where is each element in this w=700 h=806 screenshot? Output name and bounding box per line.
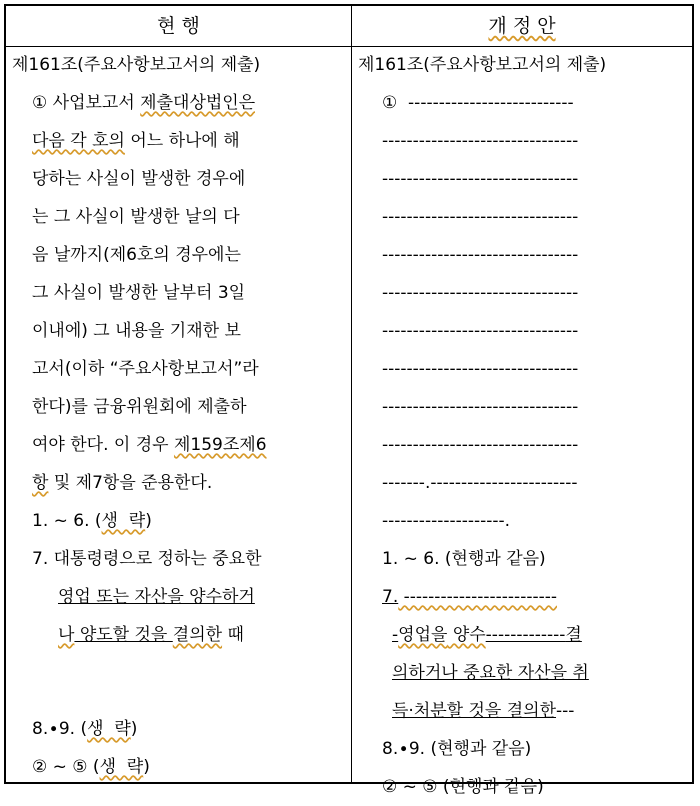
underlined-line: 영업 또는 자산을 양수하거	[58, 587, 255, 607]
underlined-line: 득·처분할 것을 결의한---	[392, 701, 575, 721]
article-title: 제161조(주요사항보고서의 제출)	[358, 55, 607, 75]
dash-line: -------.------------------------	[382, 473, 578, 493]
item-7: 7. -------------------------	[382, 587, 557, 607]
item-7: 7. 대통령령으로 정하는 중요한	[32, 549, 262, 569]
text-line: ① 사업보고서 제출대상법인은	[32, 93, 256, 113]
item-1-6: 1. ~ 6. (생 략)	[32, 511, 152, 531]
dash-line: --------------------------------	[382, 321, 579, 341]
text-line: 음 날까지(제6호의 경우에는	[32, 245, 241, 265]
item-8-9: 8.∙9. (현행과 같음)	[382, 739, 532, 759]
paragraph-2-5: ② ~ ⑤ (생 략)	[32, 757, 150, 777]
text-line: 이내에) 그 내용을 기재한 보	[32, 321, 241, 341]
item-1-6: 1. ~ 6. (현행과 같음)	[382, 549, 546, 569]
comparison-table	[4, 4, 694, 797]
header-amendment: 개 정 안	[488, 15, 556, 37]
text-line: 당하는 사실이 발생한 경우에	[32, 169, 246, 189]
text-line: 한다)를 금융위원회에 제출하	[32, 397, 247, 417]
table-header	[6, 6, 692, 47]
dash-line: --------------------------------	[382, 169, 579, 189]
text-line: 여야 한다. 이 경우 제159조제6	[32, 435, 267, 455]
paragraph-2-5: ② ~ ⑤ (현행과 같음)	[382, 777, 544, 797]
dash-line: --------------------------------	[382, 283, 579, 303]
underlined-line: 나 양도할 것을 결의한 때	[58, 625, 244, 645]
dash-line: --------------------------------	[382, 359, 579, 379]
dash-line: --------------------------------	[382, 245, 579, 265]
underlined-line: -영업을 양수-------------결	[392, 625, 582, 645]
column-divider	[351, 6, 352, 782]
dash-line: --------------------------------	[382, 397, 579, 417]
text-line: 고서(이하 “주요사항보고서”라	[32, 359, 259, 379]
underlined-line: 의하거나 중요한 자산을 취	[392, 663, 589, 683]
text-line: 다음 각 호의 어느 하나에 해	[32, 131, 240, 151]
text-line: 는 그 사실이 발생한 날의 다	[32, 207, 240, 227]
text-line: 그 사실이 발생한 날부터 3일	[32, 283, 246, 303]
dash-line: --------------------------------	[382, 435, 579, 455]
dash-line: ① ---------------------------	[382, 93, 574, 113]
item-8-9: 8.∙9. (생 략)	[32, 719, 138, 739]
dash-line: --------------------.	[382, 511, 511, 531]
dash-line: --------------------------------	[382, 131, 579, 151]
article-title: 제161조(주요사항보고서의 제출)	[12, 55, 261, 75]
text-line: 항 및 제7항을 준용한다.	[32, 473, 213, 493]
header-current: 현 행	[157, 15, 200, 37]
dash-line: --------------------------------	[382, 207, 579, 227]
